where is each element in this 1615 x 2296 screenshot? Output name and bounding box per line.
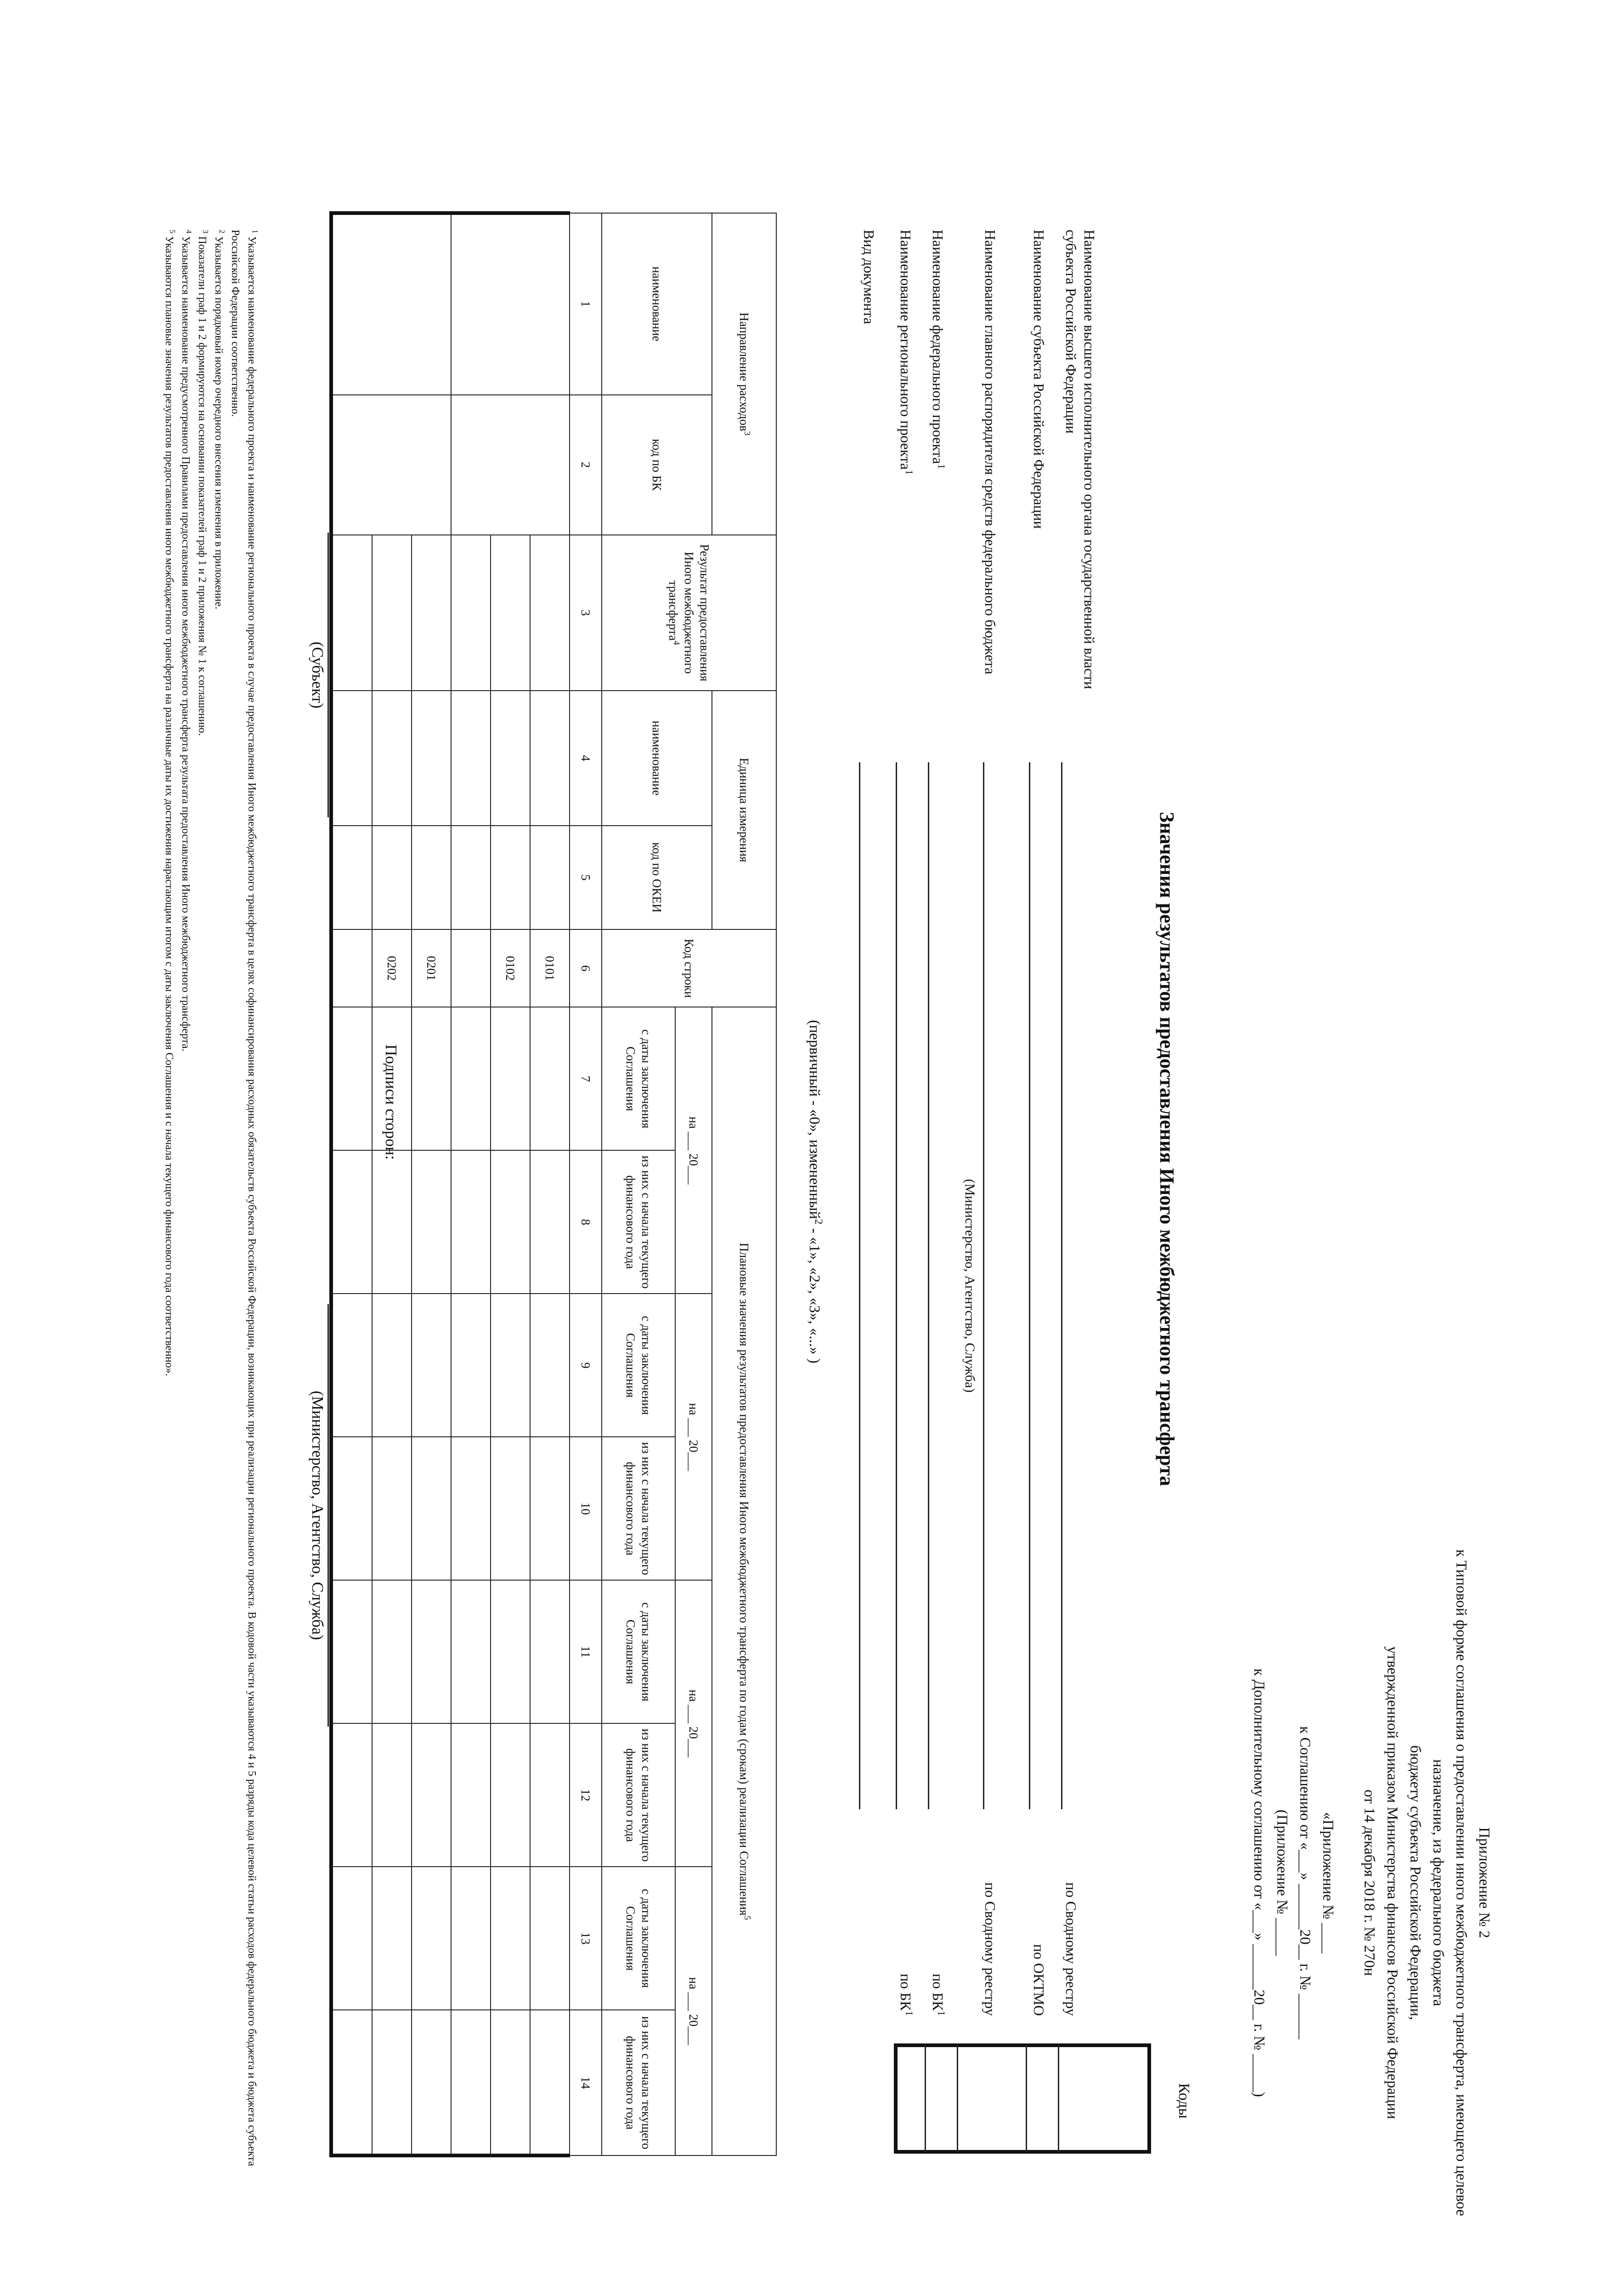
value-cell[interactable] — [491, 1723, 530, 1867]
appendix-line: (Приложение № _____ — [1274, 1809, 1290, 1956]
field-label: Вид документа — [861, 230, 877, 324]
document-header — [1248, 1446, 1496, 2296]
unit-cell[interactable] — [372, 691, 412, 826]
field-row-federal-project — [926, 230, 958, 2048]
value-cell[interactable] — [331, 1437, 372, 1580]
code-bk-cell[interactable] — [331, 395, 451, 535]
value-cell[interactable] — [372, 1580, 412, 1723]
header-from-agreement: с даты заключения Соглашения — [602, 1294, 675, 1437]
code-cell[interactable] — [894, 2043, 926, 2154]
header-result: Результат предоставления Иного межбюджетного трансферта$^4$ — [602, 535, 776, 691]
value-cell[interactable] — [412, 2010, 451, 2155]
value-cell[interactable] — [491, 2010, 530, 2155]
code-cell[interactable] — [926, 2043, 958, 2154]
unit-cell[interactable] — [451, 691, 491, 826]
field-row-regional-project — [894, 230, 926, 2048]
value-cell[interactable] — [491, 1294, 530, 1437]
field-label: Наименование главного распорядителя средств федерального бюджета — [982, 230, 999, 675]
row-code: 0202 — [372, 929, 412, 1007]
header-from-year: из них с начала текущего финансового года — [602, 1150, 675, 1294]
field-value: (Министерство, Агентство, Служба) — [962, 1179, 977, 1393]
header-from-year: из них с начала текущего финансового года — [602, 1437, 675, 1580]
field-line[interactable] — [1029, 762, 1030, 1809]
column-number: 11 — [570, 1580, 602, 1723]
footnote: $^2$ Указывается порядковый номер очередного внесения изменения в приложение. — [213, 230, 226, 609]
result-cell[interactable] — [372, 535, 412, 691]
column-number: 3 — [570, 535, 602, 691]
header-unit: Единица измерения — [712, 691, 776, 929]
value-cell[interactable] — [491, 1007, 530, 1150]
code-cell[interactable] — [958, 2043, 1027, 2154]
signatures-title: Подписи сторон: — [382, 1044, 400, 1160]
value-cell[interactable] — [412, 1150, 451, 1294]
value-cell[interactable] — [451, 1580, 491, 1723]
column-number: 8 — [570, 1150, 602, 1294]
row-code — [331, 929, 372, 1007]
column-number: 9 — [570, 1294, 602, 1437]
appendix-line: «Приложение № ____ — [1320, 1812, 1336, 1953]
footnote: $^1$ Указывается наименование федерального проекта и наименование регионального проекта в случае предоставления Иного межбюджетного трансферта в целях софинансирования расходных обязательств субъекта Российской Федерации, возникающих при реализации регионального проекта. В кодовой части указываются 4 и 5 разряды кода целевой статьи расходов федерального бюджета и бюджета субъекта Российской Федерации соответственно. — [229, 230, 260, 2167]
value-cell[interactable] — [412, 1437, 451, 1580]
value-cell[interactable] — [372, 1437, 412, 1580]
value-cell[interactable] — [491, 1580, 530, 1723]
value-cell[interactable] — [491, 1867, 530, 2010]
field-line[interactable] — [928, 762, 929, 1809]
code-bk-cell[interactable] — [451, 395, 570, 535]
code-cell[interactable] — [1059, 2043, 1151, 2154]
signature-ministry[interactable]: (Министерство, Агентство, Служба) — [308, 1304, 329, 1727]
code-cell[interactable] — [1027, 2043, 1059, 2154]
value-cell[interactable] — [412, 1723, 451, 1867]
column-number: 12 — [570, 1723, 602, 1867]
footnotes — [161, 230, 260, 2204]
column-number: 7 — [570, 1007, 602, 1150]
footnote: $^4$ Указывается наименование предусмотренного Правилами предоставления иного межбюджетного трансферта результата предоставления Иного межбюджетного трансферта. — [180, 230, 193, 1052]
codes-header: Коды — [1175, 2083, 1192, 2119]
header-okei: код по ОКЕИ — [602, 826, 712, 929]
row-code: 0102 — [491, 929, 530, 1007]
value-cell[interactable] — [331, 1150, 372, 1294]
document-type-note: (первичный - «0», измененный$^2$ - «1», «2», «3», «...» ) — [806, 1020, 825, 1363]
column-number: 2 — [570, 395, 602, 535]
result-cell[interactable] — [491, 535, 530, 691]
value-cell[interactable] — [412, 1294, 451, 1437]
okei-cell[interactable] — [491, 826, 530, 929]
result-cell[interactable] — [530, 535, 570, 691]
field-line[interactable] — [1061, 762, 1062, 1809]
value-cell[interactable] — [372, 1723, 412, 1867]
column-number: 13 — [570, 1867, 602, 2010]
table-row — [530, 213, 570, 2155]
footnote: $^3$ Показатели граф 1 и 2 формируются на основании показателей граф 1 и 2 приложения № 1 к соглашению. — [196, 230, 210, 736]
value-cell[interactable] — [412, 1580, 451, 1723]
value-cell[interactable] — [412, 1867, 451, 2010]
field-row-document-type — [857, 230, 894, 2048]
value-cell[interactable] — [530, 1294, 570, 1437]
page-title: Значения результатов предоставления Иного межбюджетного трансферта — [1156, 811, 1178, 1486]
code-label: по Сводному реестру — [982, 1882, 999, 2016]
header-from-year: из них с начала текущего финансового года — [602, 2010, 675, 2155]
column-number: 14 — [570, 2010, 602, 2155]
value-cell[interactable] — [530, 1150, 570, 1294]
header-row-code: Код строки — [602, 929, 776, 1007]
column-numbers-row — [570, 213, 602, 2155]
code-label: по $БК^1$ — [898, 1973, 915, 2016]
value-cell[interactable] — [451, 1007, 491, 1150]
footnote: $^5$ Указываются плановые значения результатов предоставления иного межбюджетного трансферта на различные даты их достижения нарастающим итогом с даты заключения Соглашения и с начала текущего финансового года соответственно». — [163, 230, 177, 1376]
value-cell[interactable] — [331, 1294, 372, 1437]
field-line[interactable] — [983, 762, 984, 1809]
value-cell[interactable] — [331, 2010, 372, 2155]
row-code — [451, 929, 491, 1007]
column-number: 1 — [570, 213, 602, 395]
column-number: 6 — [570, 929, 602, 1007]
header-from-agreement: с даты заключения Соглашения — [602, 1580, 675, 1723]
okei-cell[interactable] — [412, 826, 451, 929]
value-cell[interactable] — [530, 1007, 570, 1150]
value-cell[interactable] — [451, 1437, 491, 1580]
value-cell[interactable] — [491, 1150, 530, 1294]
header-code-bk: код по БК — [602, 395, 712, 535]
header-from-year: из них с начала текущего финансового года — [602, 1723, 675, 1867]
field-line[interactable] — [896, 762, 897, 1809]
value-cell[interactable] — [331, 1723, 372, 1867]
value-cell[interactable] — [372, 2010, 412, 2155]
value-cell[interactable] — [372, 1867, 412, 2010]
header-direction-name: наименование — [602, 213, 712, 395]
header-plan-values: Плановые значения результатов предоставления Иного межбюджетного трансферта по годам (срокам) реализации Соглашения$^5$ — [712, 1007, 776, 2155]
value-cell[interactable] — [451, 1867, 491, 2010]
field-label: Наименование регионального проекта$^1$ — [898, 230, 915, 475]
result-cell[interactable] — [451, 535, 491, 691]
header-year: на ___ 20___ — [675, 1007, 712, 1294]
result-cell[interactable] — [412, 535, 451, 691]
header-year: на ___ 20___ — [675, 1294, 712, 1580]
okei-cell[interactable] — [372, 826, 412, 929]
unit-cell[interactable] — [331, 691, 372, 826]
column-number: 10 — [570, 1437, 602, 1580]
header-from-agreement: с даты заключения Соглашения — [602, 1007, 675, 1150]
code-label: по Сводному реестру — [1063, 1882, 1079, 2016]
unit-cell[interactable] — [530, 691, 570, 826]
field-line[interactable] — [859, 762, 860, 1809]
value-cell[interactable] — [530, 2010, 570, 2155]
field-label: Наименование высшего исполнительного органа государственной власти субъекта Российской Федерации — [1063, 230, 1098, 689]
header-line: бюджету субъекта Российской Федерации, — [1407, 1745, 1423, 2020]
field-label: Наименование субъекта Российской Федерации — [1031, 230, 1047, 529]
appendix-line: к Соглашению от «___» ______20__ г. № ______ — [1297, 1726, 1313, 2039]
value-cell[interactable] — [372, 1294, 412, 1437]
direction-name-cell[interactable] — [331, 213, 451, 395]
header-line: назначение, из федерального бюджета — [1430, 1759, 1446, 2006]
value-cell[interactable] — [491, 1437, 530, 1580]
header-direction: Направление расходов$^3$ — [712, 213, 776, 535]
value-cell[interactable] — [451, 1723, 491, 1867]
value-cell[interactable] — [412, 1007, 451, 1150]
field-row-budget-manager — [958, 230, 1027, 2048]
header-line: утвержденной приказом Министерства финансов Российской Федерации — [1384, 1646, 1400, 2119]
okei-cell[interactable] — [530, 826, 570, 929]
direction-name-cell[interactable] — [451, 213, 570, 395]
field-row-subject — [1027, 230, 1059, 2048]
value-cell[interactable] — [451, 1150, 491, 1294]
okei-cell[interactable] — [451, 826, 491, 929]
code-label: по ОКТМО — [1031, 1944, 1047, 2016]
result-cell[interactable] — [331, 535, 372, 691]
header-line: от 14 декабря 2018 г. № 270н — [1361, 1790, 1378, 1976]
header-year: на ___ 20___ — [675, 1580, 712, 1867]
value-cell[interactable] — [331, 1580, 372, 1723]
row-code: 0101 — [530, 929, 570, 1007]
code-label: по $БК^1$ — [930, 1973, 948, 2016]
header-from-agreement: с даты заключения Соглашения — [602, 1867, 675, 2010]
row-code: 0201 — [412, 929, 451, 1007]
table-row — [412, 213, 451, 2155]
appendix-line: к Дополнительному соглашению от «___» ______20__ г. № _____) — [1251, 1668, 1267, 2097]
header-unit-name: наименование — [602, 691, 712, 826]
header-line: к Типовой форме соглашения о предоставлении иного межбюджетного трансферта, имеющего целевое — [1453, 1549, 1469, 2216]
value-cell[interactable] — [451, 1294, 491, 1437]
header-year: на ___ 20___ — [675, 1867, 712, 2155]
value-cell[interactable] — [530, 1723, 570, 1867]
value-cell[interactable] — [530, 1867, 570, 2010]
unit-cell[interactable] — [412, 691, 451, 826]
value-cell[interactable] — [530, 1437, 570, 1580]
field-label: Наименование федерального проекта$^1$ — [930, 230, 948, 469]
okei-cell[interactable] — [331, 826, 372, 929]
signature-subject[interactable]: (Субъект) — [308, 533, 329, 817]
unit-cell[interactable] — [491, 691, 530, 826]
value-cell[interactable] — [331, 1867, 372, 2010]
column-number: 4 — [570, 691, 602, 826]
field-row-executive-body — [1059, 230, 1151, 2048]
value-cell[interactable] — [530, 1580, 570, 1723]
column-number: 5 — [570, 826, 602, 929]
value-cell[interactable] — [331, 1007, 372, 1150]
value-cell[interactable] — [451, 2010, 491, 2155]
header-line: Приложение № 2 — [1476, 1827, 1492, 1938]
